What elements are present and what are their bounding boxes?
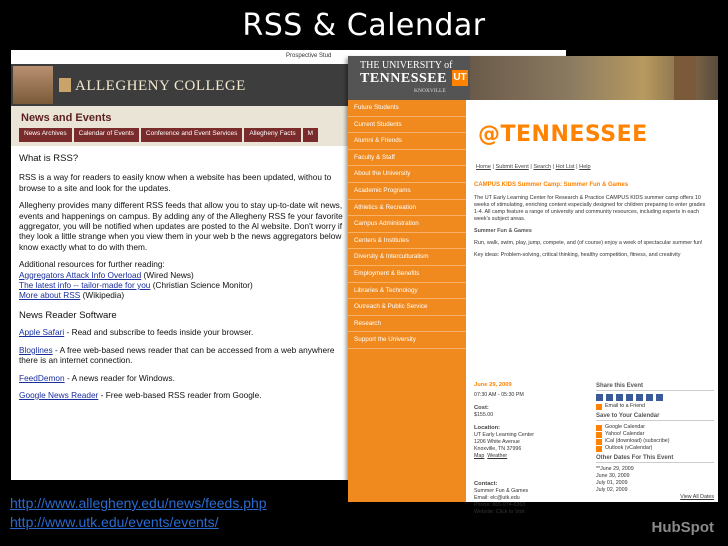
utk-screenshot	[348, 56, 718, 515]
location-line: 1206 White Avenue	[474, 439, 520, 445]
resource-link[interactable]: The latest info -- tailor-made for you	[19, 280, 151, 291]
other-date[interactable]: July 02, 2009	[596, 487, 628, 493]
allegheny-nav	[19, 128, 318, 142]
allegheny-content	[19, 154, 349, 407]
sidebar-item-support[interactable]: Support the University	[348, 332, 466, 349]
calendar-link[interactable]: Google Calendar	[605, 424, 646, 430]
calendar-link[interactable]: Yahoo! Calendar	[605, 431, 645, 437]
sidebar-item-libraries[interactable]: Libraries & Technology	[348, 283, 466, 300]
reader-link[interactable]: FeedDemon	[19, 372, 65, 383]
hubspot-logo: HubSpot	[651, 519, 714, 536]
resource-item	[19, 290, 349, 300]
map-link[interactable]: Map	[474, 453, 485, 459]
email-friend-link[interactable]: Email to a Friend	[605, 403, 646, 409]
event-date: June 29, 2009	[474, 382, 512, 388]
save-calendar-label: Save to Your Calendar	[596, 413, 714, 421]
nav-conference[interactable]: Conference and Event Services	[141, 128, 242, 142]
other-date[interactable]: June 30, 2009	[596, 473, 630, 479]
location-label: Location:	[474, 425, 501, 431]
digg-icon[interactable]	[626, 394, 633, 401]
google-icon[interactable]	[656, 394, 663, 401]
google-calendar-icon	[596, 425, 602, 431]
utk-url[interactable]: http://www.utk.edu/events/events/	[10, 514, 219, 530]
reader-item	[19, 390, 349, 400]
sidebar-item-research[interactable]: Research	[348, 316, 466, 333]
at-tennessee-logo[interactable]: @TENNESSEE	[478, 122, 648, 147]
cost-value: $155.00	[474, 412, 494, 418]
crest-icon	[59, 78, 71, 92]
ical-icon	[596, 439, 602, 445]
email-icon	[596, 404, 602, 410]
resource-note: (Wikipedia)	[80, 290, 125, 301]
contact-line: Phone: 865-974-0363	[474, 502, 526, 508]
link-help[interactable]: Help	[579, 164, 591, 170]
resource-link[interactable]: More about RSS	[19, 290, 81, 301]
share-icons	[596, 394, 714, 401]
sidebar-item-outreach[interactable]: Outreach & Public Service	[348, 299, 466, 316]
tower-image	[674, 56, 696, 100]
event-desc-2: Run, walk, swim, play, jump, compete, and (of course) enjoy a week of spectacular summer fun!	[474, 240, 703, 246]
section-title: News and Events	[21, 112, 112, 124]
delicious-icon[interactable]	[616, 394, 623, 401]
link-submit-event[interactable]: Submit Event	[495, 164, 529, 170]
reader-item	[19, 345, 349, 366]
resource-item	[19, 270, 349, 280]
view-all-dates-link[interactable]: View All Dates	[680, 494, 714, 500]
campus-photo	[13, 66, 53, 104]
myspace-icon[interactable]	[636, 394, 643, 401]
nav-news-archives[interactable]: News Archives	[19, 128, 72, 142]
yahoo-calendar-icon	[596, 432, 602, 438]
slide-title: RSS & Calendar	[242, 8, 486, 43]
ut-logo-icon: UT	[452, 70, 468, 86]
calendar-row[interactable]	[596, 424, 714, 431]
link-search[interactable]: Search	[533, 164, 552, 170]
resource-note: (Christian Science Monitor)	[150, 280, 253, 291]
contact-line[interactable]: Email: elc@utk.edu	[474, 495, 520, 501]
reader-note: - Read and subscribe to feeds inside your browser.	[64, 327, 254, 338]
resources-intro: Additional resources for further reading:	[19, 259, 165, 270]
utk-logo-line2[interactable]: TENNESSEE	[360, 71, 447, 86]
allegheny-logo[interactable]	[59, 78, 246, 95]
calendar-row[interactable]	[596, 438, 714, 445]
reader-note: - A news reader for Windows.	[64, 372, 175, 383]
calendar-row[interactable]	[596, 445, 714, 452]
reader-heading: News Reader Software	[19, 309, 117, 321]
prospective-link[interactable]: Prospective Stud	[286, 53, 332, 59]
url-list	[10, 494, 267, 532]
twitter-icon[interactable]	[606, 394, 613, 401]
sidebar-item-employment[interactable]: Employment & Benefits	[348, 266, 466, 283]
event-desc-3: Key ideas: Problem-solving, critical thinking, healthy competition, fitness, and creativity	[474, 252, 681, 258]
utk-header	[348, 56, 718, 100]
utk-top-links: Home | Submit Event | Search | Hot List | Help	[476, 164, 591, 170]
contact-line[interactable]: Website: Click to Visit	[474, 509, 525, 515]
link-home[interactable]: Home	[476, 164, 491, 170]
sidebar-item-athletics[interactable]: Athletics & Recreation	[348, 200, 466, 217]
event-subtitle: Summer Fun & Games	[474, 228, 532, 234]
nav-calendar[interactable]: Calendar of Events	[74, 128, 139, 142]
sidebar-item-academic[interactable]: Academic Programs	[348, 183, 466, 200]
reader-item	[19, 373, 349, 383]
link-hot-list[interactable]: Hot List	[555, 164, 575, 170]
other-date: **June 29, 2009	[596, 466, 634, 472]
resource-link[interactable]: Aggregators Attack Info Overload	[19, 269, 142, 280]
calendar-link[interactable]: Outlook (vCalendar)	[605, 445, 653, 451]
utk-logo-line1: THE UNIVERSITY of	[360, 60, 453, 71]
calendar-row[interactable]	[596, 431, 714, 438]
other-dates-label: Other Dates For This Event	[596, 455, 714, 463]
event-cost	[474, 405, 493, 419]
cost-label: Cost:	[474, 405, 489, 411]
rss-heading: What is RSS?	[19, 153, 79, 164]
event-description	[474, 182, 710, 264]
sidebar-item-faculty[interactable]: Faculty & Staff	[348, 150, 466, 167]
location-links	[474, 453, 534, 460]
reader-link[interactable]: Google News Reader	[19, 389, 99, 400]
weather-link[interactable]: Weather	[487, 453, 508, 459]
event-actions	[596, 380, 714, 501]
event-title: CAMPUS KIDS Summer Camp: Summer Fun & Games	[474, 182, 629, 188]
event-time: 07:30 AM - 05:30 PM	[474, 392, 524, 398]
reader-link[interactable]: Bloglines	[19, 344, 53, 355]
sidebar-item-diversity[interactable]: Diversity & Interculturalism	[348, 249, 466, 266]
resource-note: (Wired News)	[141, 269, 194, 280]
reader-link[interactable]: Apple Safari	[19, 327, 65, 338]
utk-sidebar	[348, 100, 466, 502]
reader-note: - Free web-based RSS reader from Google.	[98, 389, 262, 400]
rss-intro: RSS is a way for readers to easily know when a website has been updated, withou to browse to a site and look for the updates.	[19, 172, 332, 193]
outlook-icon	[596, 446, 602, 452]
share-label: Share this Event	[596, 383, 714, 391]
allegheny-logo-text: ALLEGHENY COLLEGE	[75, 78, 246, 94]
sidebar-item-about[interactable]: About the University	[348, 166, 466, 183]
nav-facts[interactable]: Allegheny Facts	[244, 128, 300, 142]
sidebar-item-centers[interactable]: Centers & Institutes	[348, 233, 466, 250]
resource-item	[19, 280, 349, 290]
email-row[interactable]	[596, 403, 714, 410]
location-line: UT Early Learning Center	[474, 432, 534, 438]
sidebar-item-administration[interactable]: Campus Administration	[348, 216, 466, 233]
location-line: Knoxville, TN 37996	[474, 446, 522, 452]
other-date[interactable]: July 01, 2009	[596, 480, 628, 486]
event-location	[474, 425, 534, 460]
contact-line: Summer Fun & Games	[474, 488, 529, 494]
reader-note: - A free web-based news reader that can be accessed from a web anywhere there is an internet connection.	[19, 344, 335, 366]
event-desc-1: The UT Early Learning Center for Research & Practice CAMPUS KIDS summer camp offers 10 weeks of stimulating, enriching content especially designed for children preparing to enter grades 1-4. All camp feature a range of university and community resources, including experts in each week's subject areas.	[474, 195, 706, 222]
sidebar-item-alumni[interactable]: Alumni & Friends	[348, 133, 466, 150]
utk-main	[466, 100, 718, 515]
calendar-link[interactable]: iCal (download) (subscribe)	[605, 438, 670, 444]
reader-item	[19, 327, 349, 337]
sidebar-item-future-students[interactable]: Future Students	[348, 100, 466, 117]
stumble-icon[interactable]	[646, 394, 653, 401]
sidebar-item-current-students[interactable]: Current Students	[348, 117, 466, 134]
event-contact	[474, 481, 528, 516]
facebook-icon[interactable]	[596, 394, 603, 401]
allegheny-url[interactable]: http://www.allegheny.edu/news/feeds.php	[10, 495, 267, 511]
contact-label: Contact:	[474, 481, 498, 487]
nav-more[interactable]: M	[303, 128, 318, 142]
rss-description: Allegheny provides many different RSS feeds that allow you to stay up-to-date wit news, events and happenings on campus. By adding any of the Allegheny RSS fe your favorite aggregator, you will be notified when updates are posted to the Al website. Don't worry if they look a little strange when you view them in your web b the news aggregators below know exactly what to do with them.	[19, 200, 343, 252]
utk-logo-line3: KNOXVILLE	[414, 88, 446, 94]
